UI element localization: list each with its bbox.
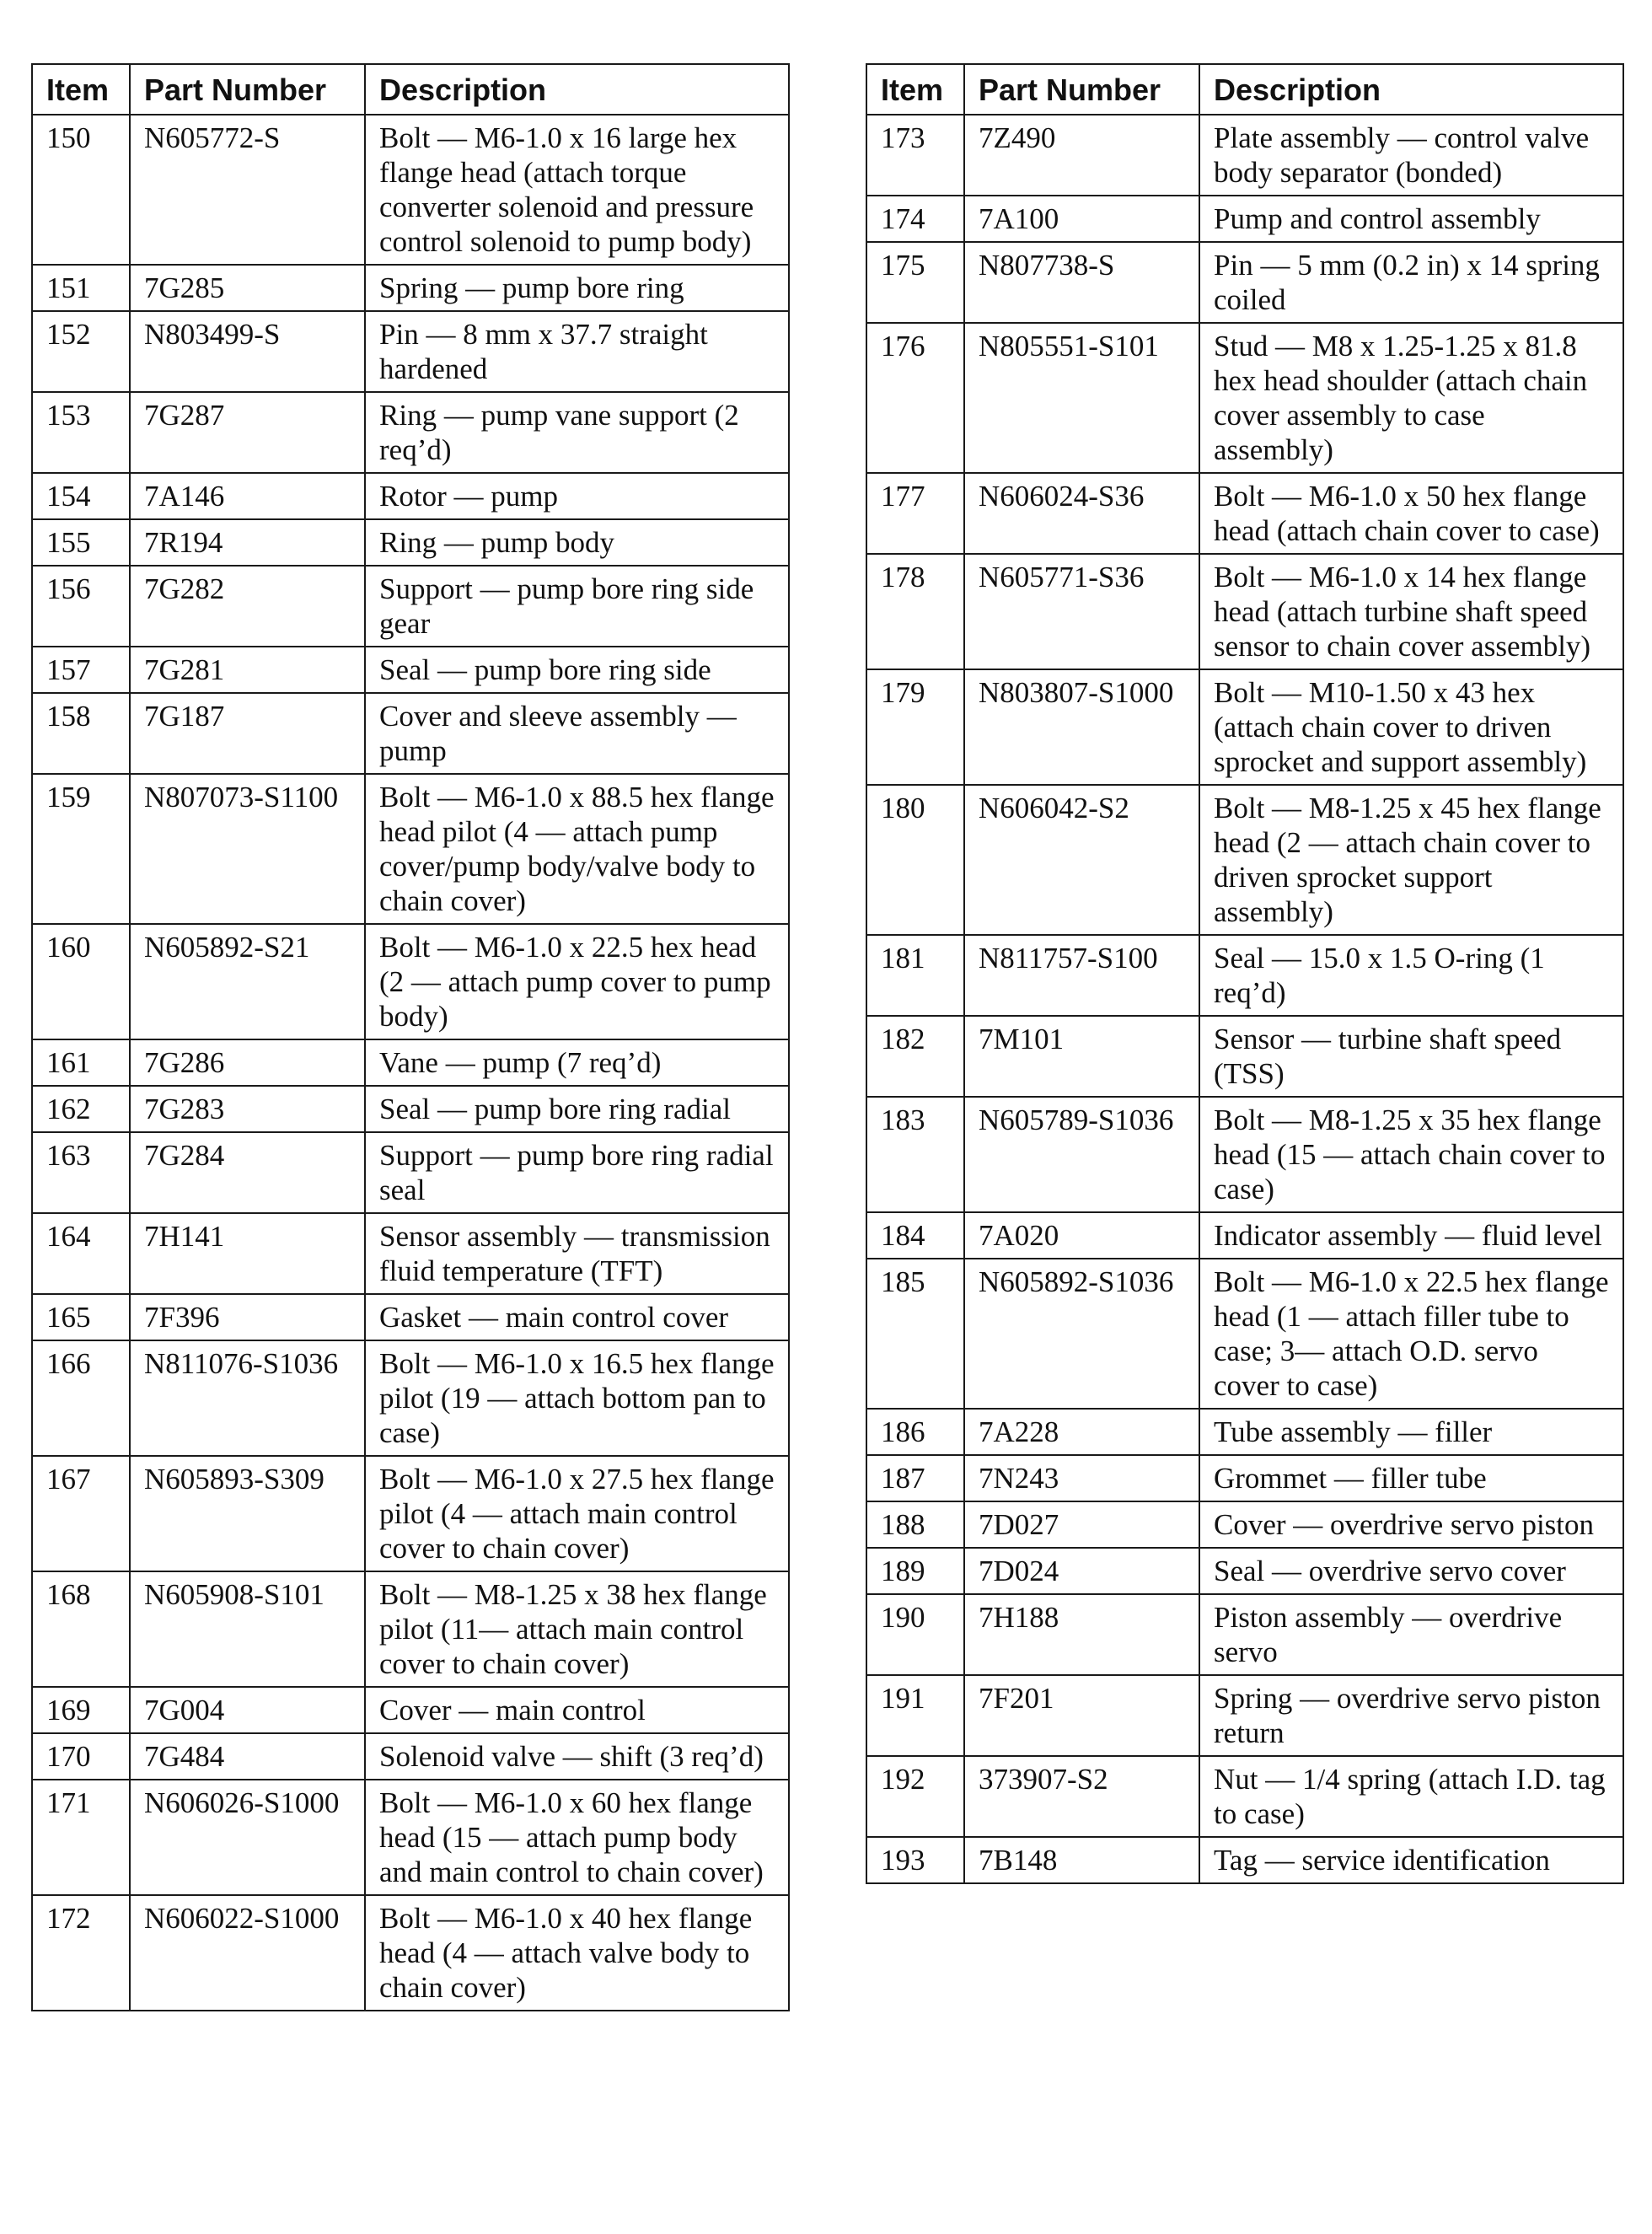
item-number-cell: 161 [32,1039,130,1086]
item-number-cell: 172 [32,1895,130,2011]
table-row [32,265,789,311]
table-row [866,1016,1623,1097]
item-number-cell: 175 [866,242,964,323]
part-number-cell: N803499-S [130,311,365,392]
item-number-cell: 179 [866,669,964,785]
table-row [866,242,1623,323]
part-number-cell: N807073-S1100 [130,774,365,924]
item-number-cell: 171 [32,1780,130,1895]
part-number-cell: 7A146 [130,473,365,519]
item-number-cell: 182 [866,1016,964,1097]
item-number-cell: 160 [32,924,130,1039]
description-cell: Bolt — M6-1.0 x 27.5 hex flange pilot (4 — attach main control cover to chain cover) [365,1456,789,1571]
part-number-cell: N803807-S1000 [964,669,1199,785]
description-cell: Bolt — M6-1.0 x 16.5 hex flange pilot (19 — attach bottom pan to case) [365,1340,789,1456]
item-number-cell: 166 [32,1340,130,1456]
table-row [32,473,789,519]
part-number-cell: N811757-S100 [964,935,1199,1016]
parts-table-left [31,63,790,2011]
item-number-cell: 157 [32,647,130,693]
table-row [866,1097,1623,1212]
description-cell: Cover — overdrive servo piston [1199,1501,1623,1548]
table-row [32,1213,789,1294]
item-number-cell: 151 [32,265,130,311]
description-cell: Spring — pump bore ring [365,265,789,311]
part-number-cell: N606042-S2 [964,785,1199,935]
part-number-cell: 7G286 [130,1039,365,1086]
description-cell: Bolt — M6-1.0 x 16 large hex flange head (attach torque converter solenoid and pressure control solenoid to pump body) [365,115,789,265]
item-number-cell: 180 [866,785,964,935]
item-number-cell: 183 [866,1097,964,1212]
item-number-cell: 155 [32,519,130,566]
item-number-cell: 192 [866,1756,964,1837]
header-description: Description [1199,64,1623,115]
description-cell: Bolt — M8-1.25 x 45 hex flange head (2 — attach chain cover to driven sprocket support assembly) [1199,785,1623,935]
item-number-cell: 150 [32,115,130,265]
header-part-number: Part Number [130,64,365,115]
item-number-cell: 164 [32,1213,130,1294]
table-row [866,1212,1623,1259]
description-cell: Bolt — M8-1.25 x 35 hex flange head (15 — attach chain cover to case) [1199,1097,1623,1212]
part-number-cell: 7Z490 [964,115,1199,196]
description-cell: Indicator assembly — fluid level [1199,1212,1623,1259]
item-number-cell: 154 [32,473,130,519]
part-number-cell: N807738-S [964,242,1199,323]
description-cell: Spring — overdrive servo piston return [1199,1675,1623,1756]
description-cell: Cover and sleeve assembly — pump [365,693,789,774]
part-number-cell: N805551-S101 [964,323,1199,473]
part-number-cell: N605893-S309 [130,1456,365,1571]
item-number-cell: 185 [866,1259,964,1409]
description-cell: Pin — 5 mm (0.2 in) x 14 spring coiled [1199,242,1623,323]
part-number-cell: 7A020 [964,1212,1199,1259]
parts-table-right [866,63,1624,1884]
table-row [32,566,789,647]
item-number-cell: 167 [32,1456,130,1571]
part-number-cell: N605771-S36 [964,554,1199,669]
table-row [32,392,789,473]
description-cell: Bolt — M8-1.25 x 38 hex flange pilot (11— attach main control cover to chain cover) [365,1571,789,1687]
table-row [32,311,789,392]
item-number-cell: 193 [866,1837,964,1883]
item-number-cell: 159 [32,774,130,924]
table-row [32,1571,789,1687]
part-number-cell: 7G281 [130,647,365,693]
header-item: Item [32,64,130,115]
description-cell: Stud — M8 x 1.25-1.25 x 81.8 hex head shoulder (attach chain cover assembly to case assembly) [1199,323,1623,473]
description-cell: Piston assembly — overdrive servo [1199,1594,1623,1675]
description-cell: Bolt — M6-1.0 x 22.5 hex head (2 — attach pump cover to pump body) [365,924,789,1039]
part-number-cell: 7H188 [964,1594,1199,1675]
table-row [866,669,1623,785]
table-row [32,647,789,693]
item-number-cell: 181 [866,935,964,1016]
parts-table-right-body [866,115,1623,1883]
description-cell: Ring — pump body [365,519,789,566]
part-number-cell: 7G004 [130,1687,365,1733]
description-cell: Tube assembly — filler [1199,1409,1623,1455]
description-cell: Ring — pump vane support (2 req’d) [365,392,789,473]
description-cell: Rotor — pump [365,473,789,519]
part-number-cell: 7N243 [964,1455,1199,1501]
table-row [32,1039,789,1086]
table-row [866,1259,1623,1409]
description-cell: Seal — 15.0 x 1.5 O-ring (1 req’d) [1199,935,1623,1016]
table-row [866,115,1623,196]
header-part-number: Part Number [964,64,1199,115]
description-cell: Pump and control assembly [1199,196,1623,242]
item-number-cell: 170 [32,1733,130,1780]
table-row [32,1456,789,1571]
table-row [32,1733,789,1780]
part-number-cell: N606026-S1000 [130,1780,365,1895]
description-cell: Grommet — filler tube [1199,1455,1623,1501]
part-number-cell: 7G282 [130,566,365,647]
table-row [866,1501,1623,1548]
description-cell: Bolt — M6-1.0 x 22.5 hex flange head (1 — attach filler tube to case; 3— attach O.D. servo cover to case) [1199,1259,1623,1409]
item-number-cell: 174 [866,196,964,242]
part-number-cell: 7G285 [130,265,365,311]
part-number-cell: 7F396 [130,1294,365,1340]
header-description: Description [365,64,789,115]
part-number-cell: 7H141 [130,1213,365,1294]
table-row [32,1340,789,1456]
table-row [866,554,1623,669]
header-item: Item [866,64,964,115]
table-row [866,785,1623,935]
part-number-cell: N605772-S [130,115,365,265]
part-number-cell: N606024-S36 [964,473,1199,554]
description-cell: Bolt — M10-1.50 x 43 hex (attach chain cover to driven sprocket and support assembly) [1199,669,1623,785]
part-number-cell: N606022-S1000 [130,1895,365,2011]
part-number-cell: N605789-S1036 [964,1097,1199,1212]
item-number-cell: 191 [866,1675,964,1756]
table-row [866,1756,1623,1837]
item-number-cell: 168 [32,1571,130,1687]
item-number-cell: 152 [32,311,130,392]
description-cell: Bolt — M6-1.0 x 14 hex flange head (attach turbine shaft speed sensor to chain cover assembly) [1199,554,1623,669]
table-row [866,1409,1623,1455]
description-cell: Bolt — M6-1.0 x 40 hex flange head (4 — attach valve body to chain cover) [365,1895,789,2011]
item-number-cell: 156 [32,566,130,647]
part-number-cell: N811076-S1036 [130,1340,365,1456]
table-row [32,115,789,265]
table-header-row [32,64,789,115]
table-row [866,196,1623,242]
item-number-cell: 173 [866,115,964,196]
table-header-row [866,64,1623,115]
item-number-cell: 165 [32,1294,130,1340]
item-number-cell: 177 [866,473,964,554]
part-number-cell: 7M101 [964,1016,1199,1097]
description-cell: Vane — pump (7 req’d) [365,1039,789,1086]
table-row [32,924,789,1039]
part-number-cell: 7A228 [964,1409,1199,1455]
item-number-cell: 189 [866,1548,964,1594]
description-cell: Seal — overdrive servo cover [1199,1548,1623,1594]
table-row [866,1675,1623,1756]
part-number-cell: 7G484 [130,1733,365,1780]
description-cell: Sensor assembly — transmission fluid temperature (TFT) [365,1213,789,1294]
table-row [866,323,1623,473]
table-row [32,693,789,774]
part-number-cell: 7G283 [130,1086,365,1132]
description-cell: Cover — main control [365,1687,789,1733]
part-number-cell: 7A100 [964,196,1199,242]
part-number-cell: 7D027 [964,1501,1199,1548]
table-row [32,1086,789,1132]
item-number-cell: 186 [866,1409,964,1455]
part-number-cell: 7R194 [130,519,365,566]
description-cell: Pin — 8 mm x 37.7 straight hardened [365,311,789,392]
part-number-cell: N605908-S101 [130,1571,365,1687]
description-cell: Support — pump bore ring side gear [365,566,789,647]
item-number-cell: 169 [32,1687,130,1733]
table-row [866,1594,1623,1675]
table-row [866,1455,1623,1501]
part-number-cell: 7G187 [130,693,365,774]
description-cell: Plate assembly — control valve body separator (bonded) [1199,115,1623,196]
description-cell: Solenoid valve — shift (3 req’d) [365,1733,789,1780]
parts-table-left-body [32,115,789,2011]
description-cell: Seal — pump bore ring radial [365,1086,789,1132]
description-cell: Gasket — main control cover [365,1294,789,1340]
table-row [32,774,789,924]
item-number-cell: 158 [32,693,130,774]
table-row [32,1780,789,1895]
description-cell: Bolt — M6-1.0 x 50 hex flange head (attach chain cover to case) [1199,473,1623,554]
item-number-cell: 176 [866,323,964,473]
part-number-cell: 7G287 [130,392,365,473]
part-number-cell: 7D024 [964,1548,1199,1594]
item-number-cell: 162 [32,1086,130,1132]
table-row [32,1294,789,1340]
description-cell: Nut — 1/4 spring (attach I.D. tag to case) [1199,1756,1623,1837]
part-number-cell: 7B148 [964,1837,1199,1883]
table-row [32,1687,789,1733]
description-cell: Support — pump bore ring radial seal [365,1132,789,1213]
table-row [32,519,789,566]
table-row [866,1548,1623,1594]
table-row [32,1132,789,1213]
table-row [866,935,1623,1016]
table-row [866,1837,1623,1883]
part-number-cell: 7G284 [130,1132,365,1213]
description-cell: Bolt — M6-1.0 x 60 hex flange head (15 — attach pump body and main control to chain cover) [365,1780,789,1895]
table-row [32,1895,789,2011]
description-cell: Sensor — turbine shaft speed (TSS) [1199,1016,1623,1097]
item-number-cell: 163 [32,1132,130,1213]
part-number-cell: N605892-S21 [130,924,365,1039]
description-cell: Seal — pump bore ring side [365,647,789,693]
item-number-cell: 184 [866,1212,964,1259]
item-number-cell: 187 [866,1455,964,1501]
item-number-cell: 190 [866,1594,964,1675]
part-number-cell: N605892-S1036 [964,1259,1199,1409]
item-number-cell: 153 [32,392,130,473]
table-row [866,473,1623,554]
part-number-cell: 373907-S2 [964,1756,1199,1837]
part-number-cell: 7F201 [964,1675,1199,1756]
item-number-cell: 188 [866,1501,964,1548]
description-cell: Tag — service identification [1199,1837,1623,1883]
description-cell: Bolt — M6-1.0 x 88.5 hex flange head pilot (4 — attach pump cover/pump body/valve body to chain cover) [365,774,789,924]
item-number-cell: 178 [866,554,964,669]
